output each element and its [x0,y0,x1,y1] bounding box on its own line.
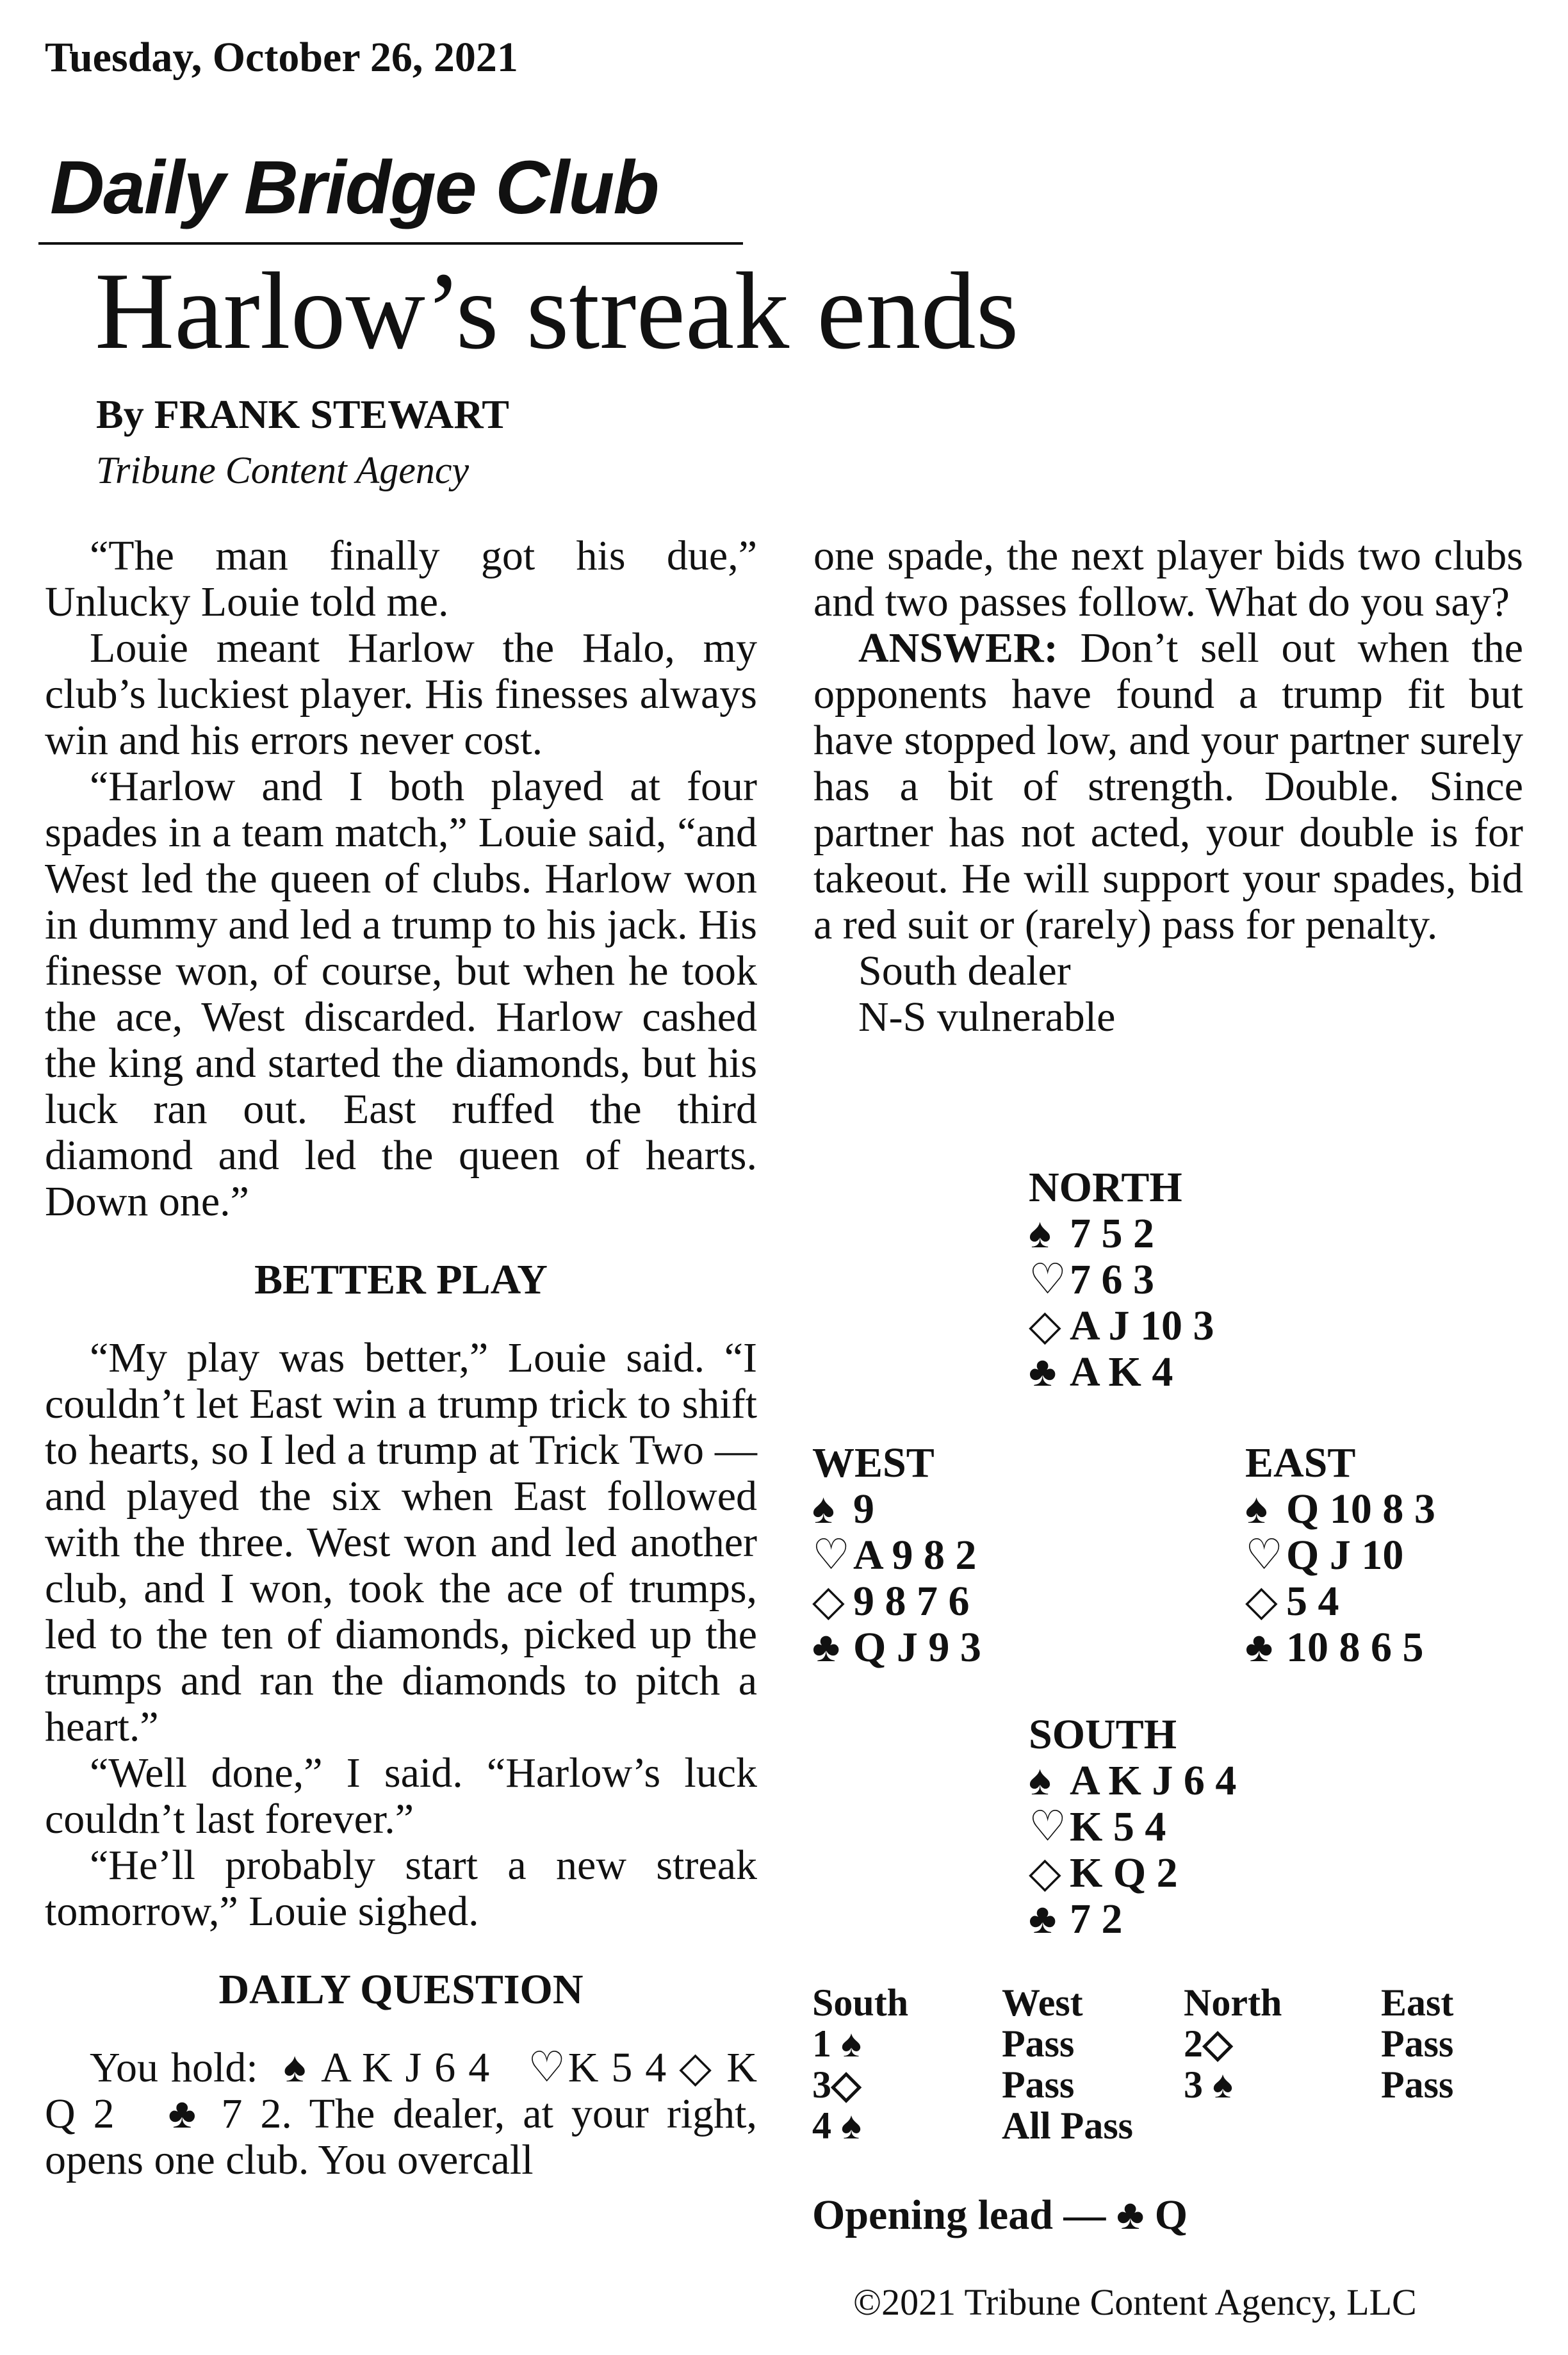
auction-bid: Pass [1381,2064,1454,2106]
section-heading-daily-question: DAILY QUESTION [218,1966,584,2013]
auction-header: East [1381,1982,1454,2024]
club-icon: ♣ [1116,2192,1145,2238]
paragraph: “Well done,” I said. “Harlow’s luck couldn’t last forever.” [45,1750,757,1842]
spades-holding: 9 [853,1486,874,1532]
daily-question-paragraph [45,2045,757,2183]
copyright-notice: ©2021 Tribune Content Agency, LLC [853,2281,1417,2323]
opening-lead-card: Q [1154,2192,1188,2238]
paragraph: one spade, the next player bids two clubs and two passes follow. What do you say? [813,532,1523,625]
paragraph: “My play was better,” Louie said. “I couldn’t let East win a trump trick to shift to hearts, so I led a trump at Trick Two — and played the six when East followed with the three. West won and led another club, and I won, took the ace of trumps, led to the ten of diamonds, picked up the trumps and ran the diamonds to pitch a heart.” [45,1334,757,1750]
hand-south [1029,1712,1236,1942]
hearts-holding: K 5 4 [1070,1803,1166,1850]
heart-icon: ♡ [528,2044,568,2091]
heart-icon: ♡ [812,1532,851,1579]
diamond-icon: ◇ [1245,1578,1278,1625]
clubs-holding: 7 2 [1070,1896,1123,1942]
spade-icon: ♠ [1245,1486,1268,1532]
hand-west [812,1440,981,1671]
spades-holding: 7 5 2 [1070,1210,1154,1257]
auction-bid [1381,2105,1568,2146]
column-name: Daily Bridge Club [50,145,658,230]
opening-lead [812,2191,1188,2240]
club-icon: ♣ [1245,1624,1273,1671]
publication-date: Tuesday, October 26, 2021 [45,34,518,81]
auction-bid: All Pass [1002,2105,1134,2147]
club-icon: ♣ [812,1624,840,1671]
spades-holding: Q 10 8 3 [1286,1486,1435,1532]
clubs-holding: Q J 9 3 [853,1624,981,1671]
auction-header: South [812,1982,909,2024]
diamond-icon: ◇ [679,2044,714,2091]
hand-east [1245,1440,1435,1671]
spade-icon: ♠ [283,2044,309,2091]
clubs-holding: 10 8 6 5 [1286,1624,1424,1671]
auction-header-row [812,1982,1568,2023]
paragraph: “Harlow and I both played at four spades in a team match,” Louie said, “and West led the queen of clubs. Harlow won in dummy and led a trump to his jack. His finesse won, of course, but when he took the ace, West discarded. Harlow cashed the king and started the diamonds, but his luck ran out. East ruffed the third diamond and led the queen of hearts. Down one.” [45,763,757,1225]
question-diamonds: K Q 2 [45,2044,758,2137]
question-clubs: 7 2. The dealer, at your right, opens one club. You overcall [45,2090,758,2183]
auction-bid [1184,2105,1381,2146]
auction-bid: 3◇ [812,2064,862,2106]
question-hearts: K 5 4 [568,2044,667,2091]
answer-text: Don’t sell out when the opponents have found a trump fit but have stopped low, and your partner surely has a bit of strength. Double. Since partner has not acted, your double is for takeout. He will support your spades, bid a red suit or (rarely) pass for penalty. [813,625,1524,948]
byline: By FRANK STEWART [96,391,509,437]
auction-header: West [1002,1982,1083,2024]
agency-credit: Tribune Content Agency [96,449,470,491]
auction-table [812,1982,1568,2146]
header-rule [38,242,743,245]
heart-icon: ♡ [1245,1532,1284,1579]
paragraph: Louie meant Harlow the Halo, my club’s luckiest player. His finesses always win and his errors never cost. [45,625,757,764]
hearts-holding: A 9 8 2 [853,1532,977,1579]
auction-row [812,2064,1568,2105]
diamond-icon: ◇ [812,1578,845,1625]
hand-label: NORTH [1029,1164,1182,1211]
diamonds-holding: 9 8 7 6 [853,1578,970,1625]
hearts-holding: 7 6 3 [1070,1256,1154,1303]
dealer-line: South dealer [858,948,1071,994]
answer-label: ANSWER: [858,625,1058,671]
vulnerability-line: N-S vulnerable [858,994,1116,1040]
auction-header: North [1184,1982,1282,2024]
auction-bid: 3 ♠ [1184,2064,1233,2106]
auction-bid: Pass [1002,2064,1075,2106]
opening-lead-label: Opening lead — [812,2192,1106,2238]
spade-icon: ♠ [1029,1210,1052,1257]
hand-north [1029,1165,1214,1395]
club-icon: ♣ [168,2090,204,2137]
paragraph: “He’ll probably start a new streak tomorrow,” Louie sighed. [45,1842,757,1935]
heart-icon: ♡ [1029,1256,1067,1303]
article-right-column [813,533,1523,1040]
headline: Harlow’s streak ends [95,250,1019,372]
question-intro: You hold: [90,2044,258,2091]
paragraph: “The man finally got his due,” Unlucky Louie told me. [45,532,757,625]
diamonds-holding: K Q 2 [1070,1850,1178,1896]
spade-icon: ♠ [1029,1757,1052,1804]
clubs-holding: A K 4 [1070,1349,1173,1395]
auction-bid: 1 ♠ [812,2023,862,2065]
question-spades: A K J 6 4 [321,2044,490,2091]
diamond-icon: ◇ [1029,1850,1061,1896]
auction-bid: 4 ♠ [812,2105,862,2147]
hand-label: EAST [1245,1440,1356,1486]
auction-bid: 2◇ [1184,2023,1233,2065]
auction-bid: Pass [1002,2023,1075,2065]
club-icon: ♣ [1029,1349,1057,1395]
diamonds-holding: 5 4 [1286,1578,1339,1625]
spades-holding: A K J 6 4 [1070,1757,1237,1804]
auction-row [812,2023,1568,2064]
auction-bid: Pass [1381,2023,1454,2065]
answer-paragraph [813,625,1523,948]
heart-icon: ♡ [1029,1803,1067,1850]
article-left-column [45,533,757,2183]
auction-row [812,2105,1568,2146]
diamond-icon: ◇ [1029,1302,1061,1349]
hand-label: WEST [812,1440,935,1486]
diamonds-holding: A J 10 3 [1070,1302,1214,1349]
hand-label: SOUTH [1029,1711,1177,1758]
section-heading-better-play: BETTER PLAY [254,1256,548,1303]
club-icon: ♣ [1029,1896,1057,1942]
hearts-holding: Q J 10 [1286,1532,1404,1579]
spade-icon: ♠ [812,1486,835,1532]
